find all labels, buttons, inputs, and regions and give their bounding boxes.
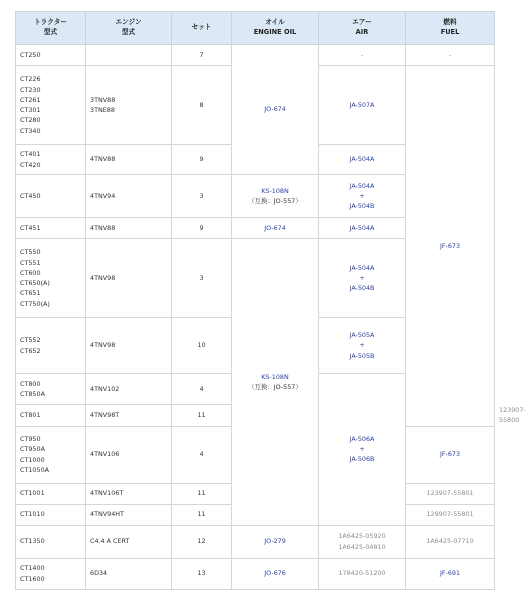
set-cell: 12 — [172, 525, 232, 558]
tractor-cell: CT1350 — [16, 525, 86, 558]
air-cell: JA-507A — [319, 66, 406, 145]
engine-cell: 4TNV106T — [86, 483, 172, 504]
set-cell: 4 — [172, 374, 232, 405]
fuel-cell: JF-673 — [406, 426, 495, 483]
table-row — [16, 558, 495, 589]
set-cell: 11 — [172, 405, 232, 427]
set-cell: 4 — [172, 426, 232, 483]
set-cell: 3 — [172, 175, 232, 218]
set-cell: 10 — [172, 318, 232, 374]
header-set: セット — [172, 12, 232, 45]
set-cell: 3 — [172, 239, 232, 318]
tractor-cell: CT451 — [16, 218, 86, 239]
oil-cell: KS-108N （互換：JO-557） — [232, 239, 319, 526]
set-cell: 8 — [172, 66, 232, 145]
header-engine-oil: オイル ENGINE OIL — [232, 12, 319, 45]
air-cell: 178420-51200 — [319, 558, 406, 589]
engine-cell: 4TNV88 — [86, 145, 172, 175]
set-cell: 7 — [172, 45, 232, 66]
header-air: エアー AIR — [319, 12, 406, 45]
oil-cell: JO-674 — [232, 218, 319, 239]
filter-compatibility-table — [15, 11, 526, 590]
tractor-cell: CT552 CT652 — [16, 318, 86, 374]
tractor-cell: CT250 — [16, 45, 86, 66]
engine-cell: 4TNV98T — [86, 405, 172, 427]
air-cell: JA-504A + JA-504B — [319, 175, 406, 218]
table-row — [16, 45, 495, 66]
engine-cell: 4TNV98 — [86, 239, 172, 318]
fuel-cell: JF-691 — [406, 558, 495, 589]
set-cell: 11 — [172, 483, 232, 504]
engine-cell: 4TNV102 — [86, 374, 172, 405]
tractor-cell: CT1001 — [16, 483, 86, 504]
filter-table-container — [15, 11, 526, 590]
set-cell: 9 — [172, 218, 232, 239]
engine-cell: 4TNV94HT — [86, 504, 172, 525]
engine-cell: 4TNV106 — [86, 426, 172, 483]
table-row: CT801 4TNV98T 11 123907-55800 — [16, 405, 495, 427]
fuel-cell: 1A6425-07710 — [406, 525, 495, 558]
engine-cell: 4TNV88 — [86, 218, 172, 239]
header-tractor-model: トラクター 型式 — [16, 12, 86, 45]
air-cell: 1A6425-05920 1A6425-04810 — [319, 525, 406, 558]
tractor-cell: CT401 CT420 — [16, 145, 86, 175]
tractor-cell: CT801 — [16, 405, 86, 427]
set-cell: 9 — [172, 145, 232, 175]
engine-cell: C4.4 A CERT — [86, 525, 172, 558]
table-row — [16, 525, 495, 558]
engine-cell: 4TNV98 — [86, 318, 172, 374]
tractor-cell: CT1400 CT1600 — [16, 558, 86, 589]
engine-cell — [86, 45, 172, 66]
air-cell: JA-504A — [319, 218, 406, 239]
engine-cell: 3TNV88 3TNE88 — [86, 66, 172, 145]
oil-cell: JO-674 — [232, 45, 319, 175]
tractor-cell: CT950 CT950A CT1000 CT1050A — [16, 426, 86, 483]
air-cell: - — [319, 45, 406, 66]
tractor-cell: CT226 CT230 CT261 CT301 CT280 CT340 — [16, 66, 86, 145]
engine-cell: 6D34 — [86, 558, 172, 589]
header-engine-model: エンジン 型式 — [86, 12, 172, 45]
air-cell: JA-505A + JA-505B — [319, 318, 406, 374]
set-cell: 11 — [172, 504, 232, 525]
header-row — [16, 12, 495, 45]
engine-cell: 4TNV94 — [86, 175, 172, 218]
tractor-cell: CT1010 — [16, 504, 86, 525]
oil-cell: KS-108N （互換：JO-557） — [232, 175, 319, 218]
fuel-cell: 123907-55801 — [406, 483, 495, 504]
tractor-cell: CT800 CT850A — [16, 374, 86, 405]
tractor-cell: CT450 — [16, 175, 86, 218]
oil-cell: JO-676 — [232, 558, 319, 589]
air-cell: JA-504A — [319, 145, 406, 175]
oil-cell: JO-279 — [232, 525, 319, 558]
fuel-cell: 129907-55801 — [406, 504, 495, 525]
set-cell: 13 — [172, 558, 232, 589]
fuel-cell: - — [406, 45, 495, 66]
fuel-cell: JF-673 — [406, 66, 495, 427]
tractor-cell: CT550 CT551 CT600 CT650(A) CT651 CT750(A) — [16, 239, 86, 318]
header-fuel: 燃料 FUEL — [406, 12, 495, 45]
air-cell: JA-506A + JA-506B — [319, 374, 406, 526]
air-cell: JA-504A + JA-504B — [319, 239, 406, 318]
